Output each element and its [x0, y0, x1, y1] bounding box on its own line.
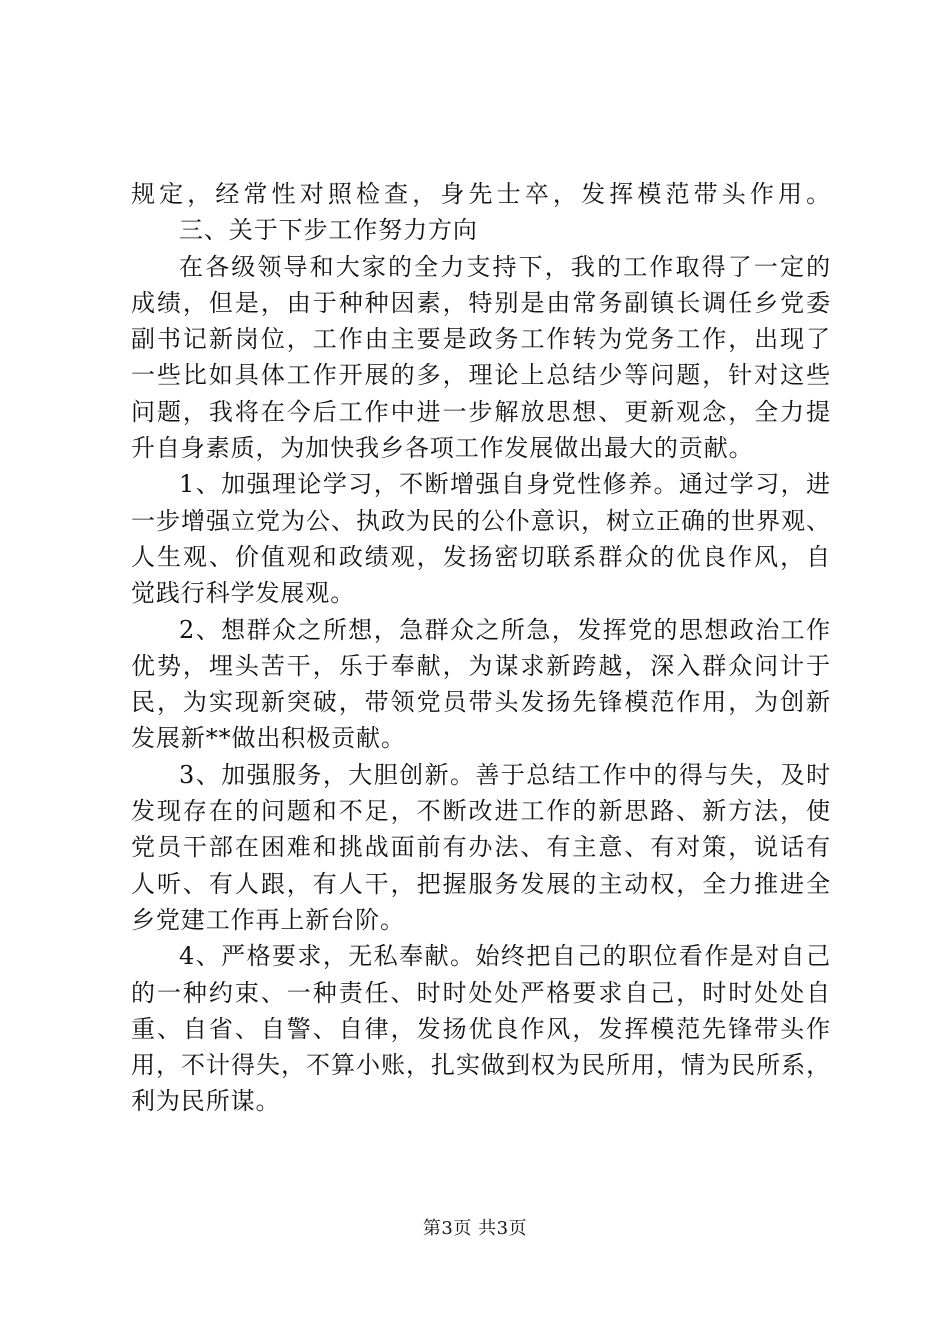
text-line: 在各级领导和大家的全力支持下，我的工作取得了一定的	[179, 252, 831, 281]
text-line: 重、自省、自警、自律，发扬优良作风，发挥模范先锋带头作	[131, 1014, 831, 1043]
list-item-4: 4、严格要求，无私奉献。始终把自己的职位看作是对自己	[179, 942, 831, 971]
text-line: 问题，我将在今后工作中进一步解放思想、更新观念，全力提	[131, 397, 831, 426]
text-line: 人生观、价值观和政绩观，发扬密切联系群众的优良作风，自	[131, 542, 831, 571]
text-line: 觉践行科学发展观。	[131, 579, 356, 608]
text-line: 一步增强立党为公、执政为民的公仆意识，树立正确的世界观、	[131, 506, 831, 535]
text-line: 民，为实现新突破，带领党员带头发扬先锋模范作用，为创新	[131, 688, 831, 717]
text-line: 利为民所谋。	[131, 1087, 281, 1116]
text-line: 升自身素质，为加快我乡各项工作发展做出最大的贡献。	[131, 434, 754, 463]
page-number: 第3页 共3页	[422, 1218, 528, 1239]
section-heading: 三、关于下步工作努力方向	[179, 216, 478, 245]
text-line: 一些比如具体工作开展的多，理论上总结少等问题，针对这些	[131, 361, 831, 390]
text-line: 党员干部在困难和挑战面前有办法、有主意、有对策，说话有	[131, 833, 831, 862]
text-line: 成绩，但是，由于种种因素，特别是由常务副镇长调任乡党委	[131, 288, 831, 317]
list-item-1: 1、加强理论学习，不断增强自身党性修养。通过学习，进	[179, 470, 831, 499]
text-line: 规定，经常性对照检查，身先士卒，发挥模范带头作用。	[131, 180, 831, 208]
text-line: 人听、有人跟，有人干，把握服务发展的主动权，全力推进全	[131, 869, 831, 898]
document-body	[131, 176, 831, 1120]
text-line: 发展新**做出积极贡献。	[131, 724, 406, 753]
text-line: 的一种约束、一种责任、时时处处严格要求自己，时时处处自	[131, 978, 831, 1007]
list-item-3: 3、加强服务，大胆创新。善于总结工作中的得与失，及时	[179, 760, 831, 789]
text-line: 乡党建工作再上新台阶。	[131, 905, 405, 934]
text-line: 发现存在的问题和不足，不断改进工作的新思路、新方法，使	[131, 797, 831, 826]
text-line: 用，不计得失，不算小账，扎实做到权为民所用，情为民所系，	[131, 1051, 831, 1080]
list-item-2: 2、想群众之所想，急群众之所急，发挥党的思想政治工作	[179, 615, 831, 644]
text-line: 副书记新岗位，工作由主要是政务工作转为党务工作，出现了	[131, 325, 831, 354]
text-line: 优势，埋头苦干，乐于奉献，为谋求新跨越，深入群众问计于	[131, 651, 831, 680]
